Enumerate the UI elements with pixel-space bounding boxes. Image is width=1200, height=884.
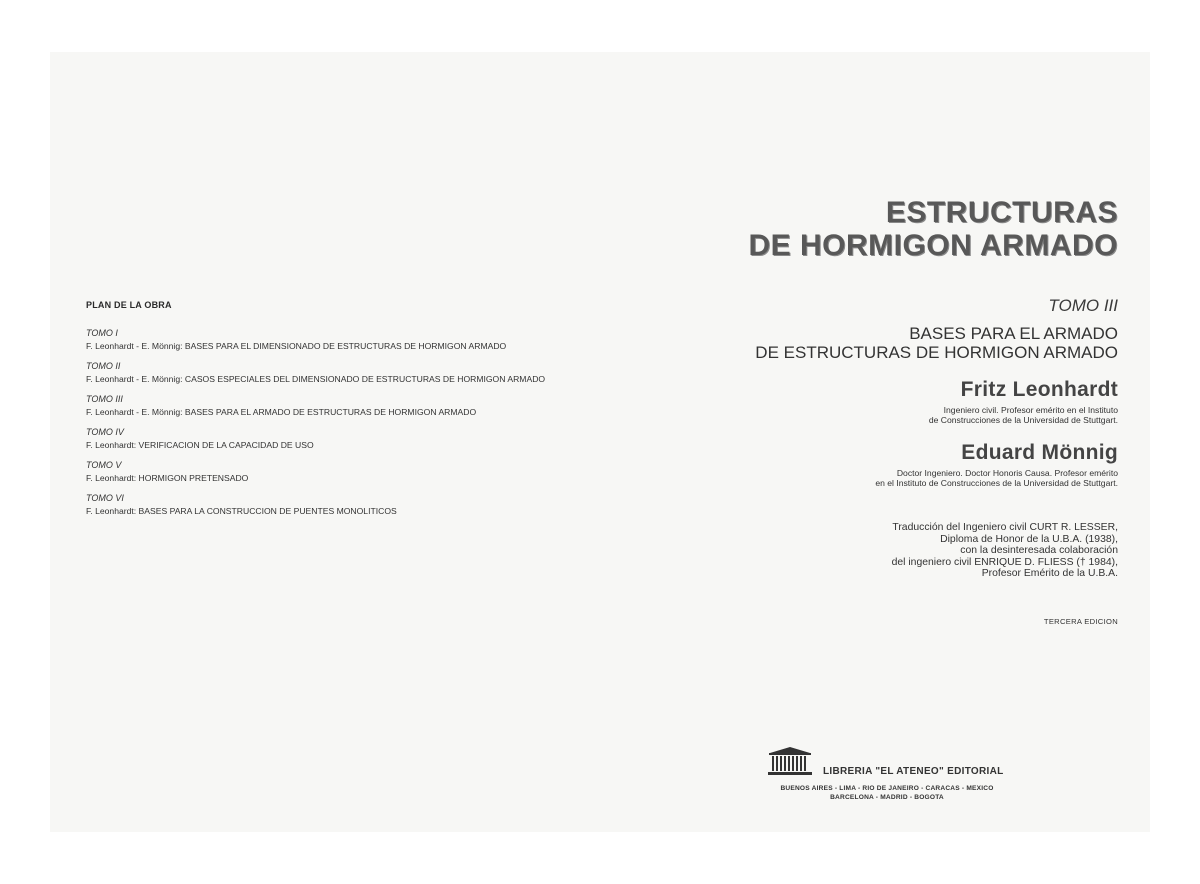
volume-text: F. Leonhardt: BASES PARA LA CONSTRUCCION DE PUENTES MONOLITICOS [86,506,397,516]
translation-line: del ingeniero civil ENRIQUE D. FLIESS († 1984), [891,556,1118,568]
volume-text: F. Leonhardt: HORMIGON PRETENSADO [86,473,249,483]
book-title-line-2: DE HORMIGON ARMADO [748,229,1118,262]
volume-entry [86,394,566,417]
author-name: Fritz Leonhardt [960,378,1118,401]
volume-label: TOMO II [86,361,121,371]
volume-entry [86,493,566,516]
title-page [598,196,1118,626]
volume-label: TOMO III [86,394,123,404]
volume-text: F. Leonhardt - E. Mönnig: BASES PARA EL ARMADO DE ESTRUCTURAS DE HORMIGON ARMADO [86,407,477,417]
subtitle-line-2: DE ESTRUCTURAS DE HORMIGON ARMADO [755,343,1118,362]
translation-line: Profesor Emérito de la U.B.A. [981,568,1118,579]
author-affiliation: Ingeniero civil. Profesor emérito en el Instituto [943,405,1118,415]
plan-de-la-obra [86,300,566,526]
publisher-logo-icon [766,746,814,776]
volume-text: F. Leonhardt - E. Mönnig: CASOS ESPECIALES DEL DIMENSIONADO DE ESTRUCTURAS DE HORMIGON ARMADO [86,374,546,384]
volume-label: TOMO I [86,328,118,338]
volume-entry [86,328,566,351]
publisher-name: LIBRERIA "EL ATENEO" EDITORIAL [823,766,1004,777]
publisher-cities-line: BUENOS AIRES - LIMA - RIO DE JANEIRO - CARACAS - MEXICO [780,785,994,792]
translation-line: Traducción del Ingeniero civil CURT R. LESSER, [892,522,1118,533]
volume-label: TOMO V [86,460,122,470]
volume-label: TOMO VI [86,493,124,503]
translation-credits [598,522,1118,580]
publisher-cities-line: BARCELONA - MADRID - BOGOTA [830,794,944,801]
volume-entry [86,460,566,483]
volume-entry [86,427,566,450]
volume-number: TOMO III [1048,296,1118,315]
author-affiliation: Doctor Ingeniero. Doctor Honoris Causa. Profesor emérito [896,468,1118,478]
plan-title: PLAN DE LA OBRA [86,300,172,310]
author-name: Eduard Mönnig [961,441,1118,464]
volume-text: F. Leonhardt: VERIFICACION DE LA CAPACIDAD DE USO [86,440,314,450]
subtitle-line-1: BASES PARA EL ARMADO [909,324,1118,343]
volume-text: F. Leonhardt - E. Mönnig: BASES PARA EL DIMENSIONADO DE ESTRUCTURAS DE HORMIGON ARMADO [86,341,507,351]
volume-label: TOMO IV [86,427,124,437]
author-affiliation: en el Instituto de Construcciones de la Universidad de Stuttgart. [875,478,1118,488]
translation-line: Diploma de Honor de la U.B.A. (1938), [940,533,1118,545]
edition-label: TERCERA EDICION [1043,616,1118,626]
volume-entry [86,361,566,384]
author-affiliation: de Construcciones de la Universidad de Stuttgart. [928,415,1118,425]
book-title-line-1: ESTRUCTURAS [885,196,1118,229]
translation-line: con la desinteresada colaboración [960,545,1118,556]
publisher-cities [762,784,1012,802]
